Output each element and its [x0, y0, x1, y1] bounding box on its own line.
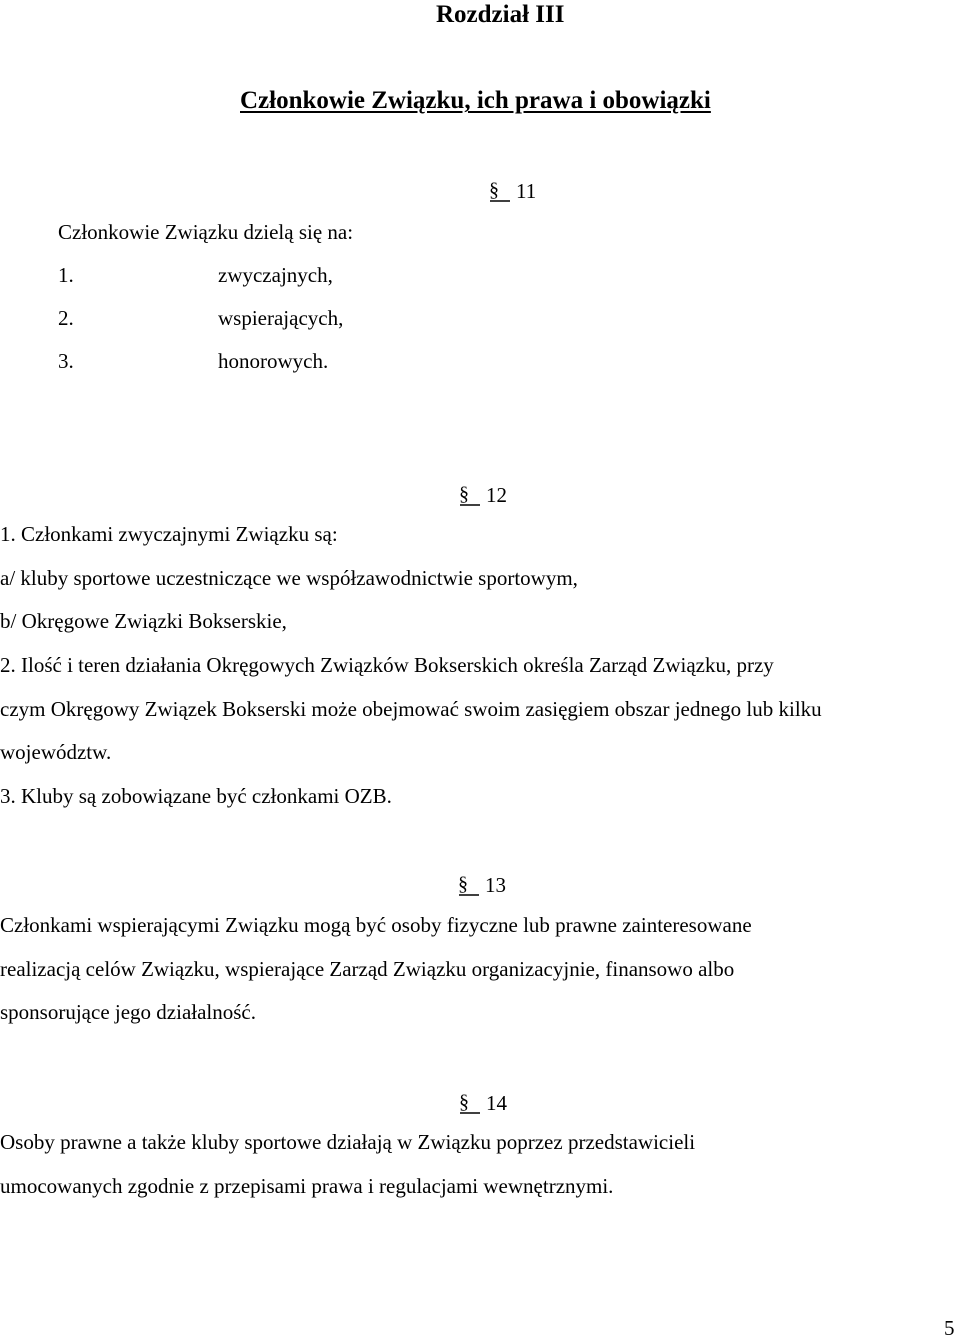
section-sign-icon: [458, 1086, 480, 1114]
section-line: 3. Kluby są zobowiązane być członkami OZB.: [0, 784, 392, 808]
section-sign-icon: [457, 868, 479, 896]
section-line: 1. Członkami zwyczajnymi Związku są:: [0, 522, 338, 546]
svg-text:§: §: [459, 483, 469, 505]
section-12-marker: [458, 478, 507, 506]
list-item-text: honorowych.: [218, 349, 329, 373]
section-number: 12: [486, 483, 507, 507]
section-line: Członkami wspierającymi Związku mogą być osoby fizyczne lub prawne zainteresowane: [0, 913, 752, 937]
section-number: 11: [516, 179, 537, 203]
section-sign-icon: [488, 174, 510, 202]
list-item-number: 1.: [58, 263, 74, 287]
section-line: 2. Ilość i teren działania Okręgowych Związków Bokserskich określa Zarząd Związku, przy: [0, 653, 774, 677]
list-item-number: 3.: [58, 349, 74, 373]
section-line: Osoby prawne a także kluby sportowe działają w Związku poprzez przedstawicieli: [0, 1130, 696, 1154]
svg-text:§: §: [459, 1091, 469, 1113]
section-line: b/ Okręgowe Związki Bokserskie,: [0, 609, 287, 633]
section-number: 14: [486, 1091, 507, 1115]
svg-text:§: §: [458, 873, 468, 895]
page-number: 5: [944, 1316, 955, 1340]
section-line: województw.: [0, 740, 112, 764]
section-line: realizacją celów Związku, wspierające Zarząd Związku organizacyjnie, finansowo albo: [0, 957, 735, 981]
list-item-number: 2.: [58, 306, 74, 330]
section-14-marker: [458, 1086, 507, 1114]
section-line: Członkowie Związku dzielą się na:: [58, 220, 354, 244]
list-item-text: zwyczajnych,: [218, 263, 333, 287]
page-heading: Członkowie Związku, ich prawa i obowiązki: [240, 87, 711, 114]
section-11-marker: [488, 174, 536, 202]
section-line: umocowanych zgodnie z przepisami prawa i regulacjami wewnętrznymi.: [0, 1174, 614, 1198]
section-line: sponsorujące jego działalność.: [0, 1000, 256, 1024]
section-number: 13: [485, 873, 506, 897]
svg-text:§: §: [489, 179, 499, 201]
section-13-marker: [457, 868, 506, 896]
list-item-text: wspierających,: [218, 306, 344, 330]
section-line: czym Okręgowy Związek Bokserski może obejmować swoim zasięgiem obszar jednego lub kilku: [0, 697, 822, 721]
section-sign-icon: [458, 478, 480, 506]
chapter-title: Rozdział III: [436, 1, 565, 28]
section-line: a/ kluby sportowe uczestniczące we współzawodnictwie sportowym,: [0, 566, 578, 590]
